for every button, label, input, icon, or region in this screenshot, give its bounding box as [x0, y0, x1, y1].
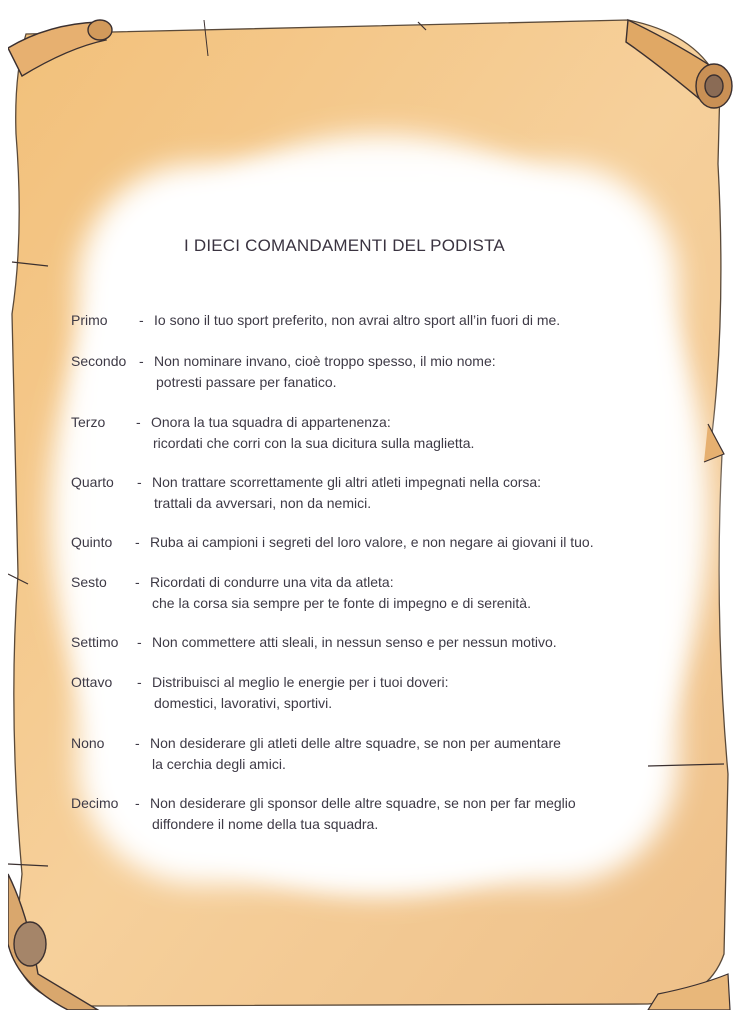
- commandment-ordinal: Primo: [71, 312, 108, 328]
- commandment-text: [154, 310, 560, 331]
- separator-dash: -: [135, 534, 140, 550]
- commandment-line: Distribuisci al meglio le energie per i tuoi doveri:: [152, 674, 449, 690]
- commandment-text: [150, 793, 576, 835]
- commandment-line: Ricordati di condurre una vita da atleta:: [150, 574, 394, 590]
- commandment-line: Non trattare scorrettamente gli altri atleti impegnati nella corsa:: [152, 474, 542, 490]
- separator-dash: -: [137, 674, 142, 690]
- commandment-text: [152, 632, 557, 653]
- commandment-ordinal: Quinto: [71, 534, 113, 550]
- commandment-ordinal: Nono: [71, 735, 105, 751]
- commandment-line: Ruba ai campioni i segreti del loro valore, e non negare ai giovani il tuo.: [150, 534, 594, 550]
- commandment-line: Non desiderare gli atleti delle altre squadre, se non per aumentare: [150, 735, 561, 751]
- commandment-ordinal: Decimo: [71, 795, 119, 811]
- commandment-ordinal: Secondo: [71, 353, 127, 369]
- commandment-line: Non commettere atti sleali, in nessun senso e per nessun motivo.: [152, 634, 557, 650]
- separator-dash: -: [135, 574, 140, 590]
- separator-dash: -: [137, 474, 142, 490]
- separator-dash: -: [137, 634, 142, 650]
- commandment-line: Onora la tua squadra di appartenenza:: [151, 414, 391, 430]
- separator-dash: -: [135, 795, 140, 811]
- commandment-line: ricordati che corri con la sua dicitura sulla maglietta.: [153, 435, 475, 451]
- commandment-line: potresti passare per fanatico.: [156, 374, 337, 390]
- commandment-ordinal: Ottavo: [71, 674, 113, 690]
- separator-dash: -: [136, 414, 141, 430]
- commandment-ordinal: Quarto: [71, 474, 114, 490]
- commandment-line: Non nominare invano, cioè troppo spesso, il mio nome:: [154, 353, 496, 369]
- page-title: I DIECI COMANDAMENTI DEL PODISTA: [184, 236, 505, 255]
- commandment-line: che la corsa sia sempre per te fonte di impegno e di serenità.: [152, 595, 531, 611]
- commandment-line: la cerchia degli amici.: [152, 756, 286, 772]
- parchment-scroll: [8, 14, 736, 1010]
- commandment-ordinal: Settimo: [71, 634, 119, 650]
- commandment-line: domestici, lavorativi, sportivi.: [154, 695, 333, 711]
- commandment-line: trattali da avversari, non da nemici.: [154, 495, 372, 511]
- commandment-line: Io sono il tuo sport preferito, non avrai altro sport all’in fuori di me.: [154, 312, 561, 328]
- commandment-text: [152, 472, 541, 514]
- commandment-ordinal: Sesto: [71, 574, 107, 590]
- commandment-ordinal: Terzo: [71, 414, 106, 430]
- separator-dash: -: [139, 312, 144, 328]
- commandment-text: [154, 351, 496, 393]
- commandment-text: [150, 572, 531, 614]
- commandment-text: [150, 733, 561, 775]
- commandment-text: [152, 672, 448, 714]
- commandment-text: [151, 412, 474, 454]
- separator-dash: -: [135, 735, 140, 751]
- commandment-text: [150, 532, 594, 553]
- separator-dash: -: [139, 353, 144, 369]
- commandment-line: Non desiderare gli sponsor delle altre squadre, se non per far meglio: [150, 795, 576, 811]
- commandment-line: diffondere il nome della tua squadra.: [152, 816, 379, 832]
